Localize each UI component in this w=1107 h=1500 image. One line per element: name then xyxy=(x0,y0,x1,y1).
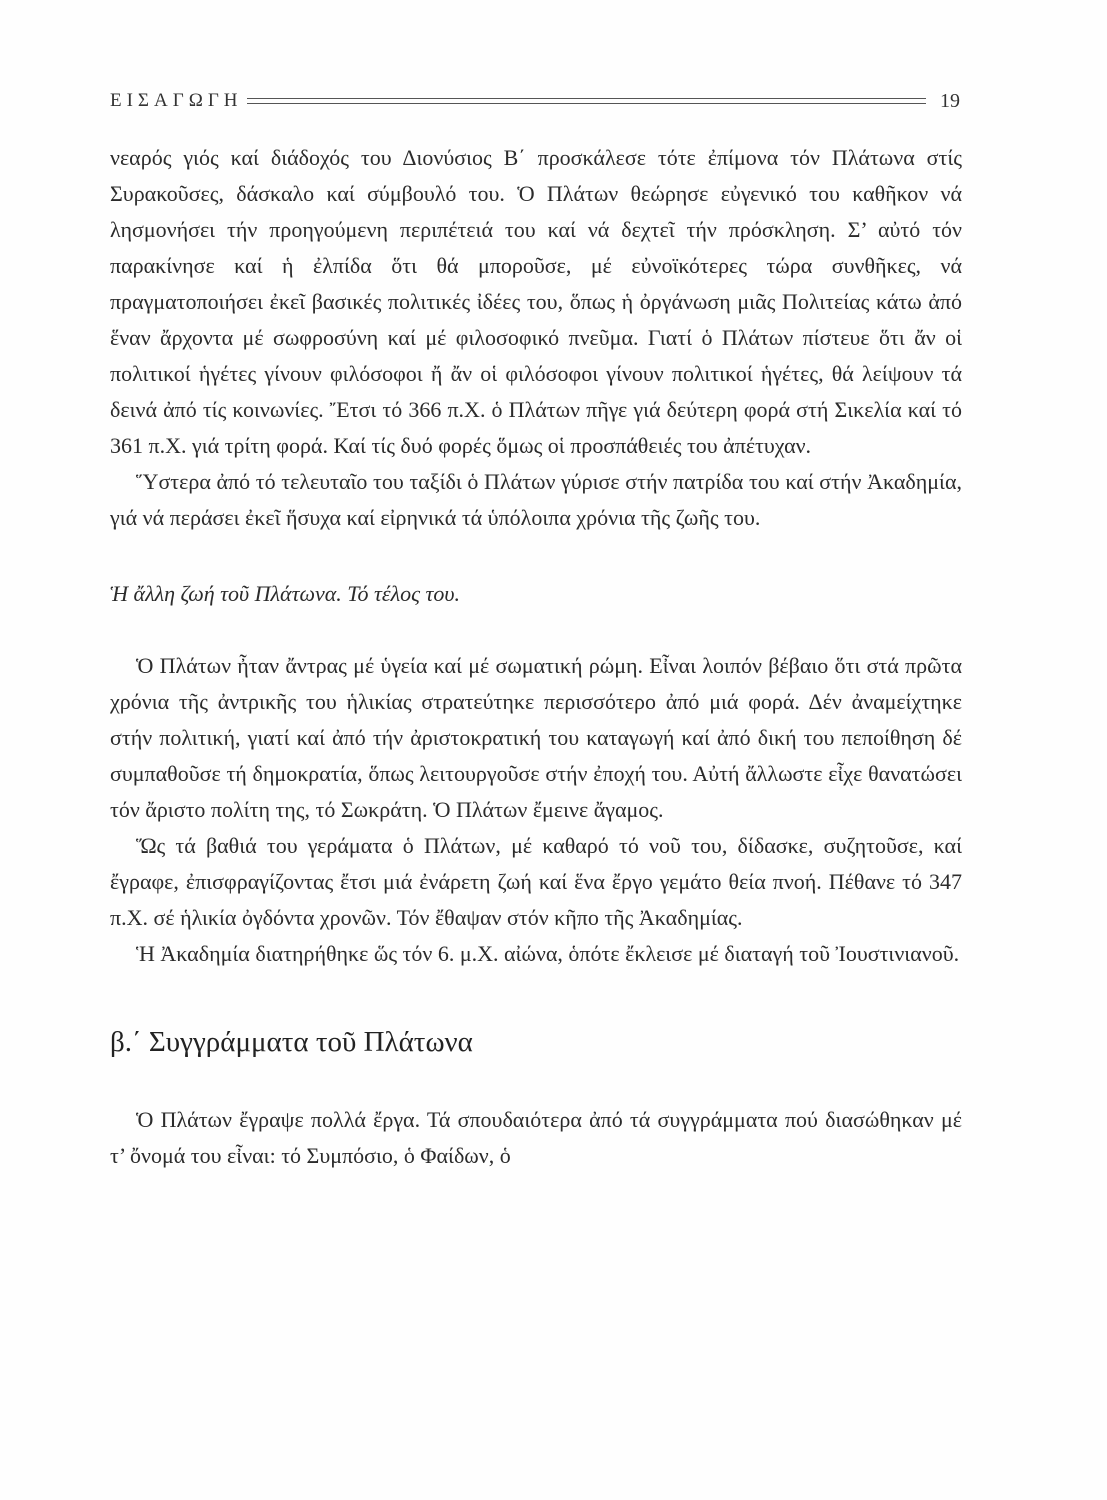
paragraph-2: Ὕστερα ἀπό τό τελευταῖο του ταξίδι ὁ Πλάτων γύρισε στήν πατρίδα του καί στήν Ἀκαδημία, γιά νά περάσει ἐκεῖ ἥσυχα καί εἰρηνικά τά ὑπόλοιπα χρόνια τῆς ζωῆς του. xyxy=(110,469,962,530)
paragraph-1: νεαρός γιός καί διάδοχός του Διονύσιος Β΄ προσκάλεσε τότε ἐπίμονα τόν Πλάτωνα στίς Συρακοῦσες, δάσκαλο καί σύμβουλό του. Ὁ Πλάτων θεώρησε εὐγενικό του καθῆκον νά λησμονήσει τήν προηγούμενη περιπέτειά του καί νά δεχτεῖ τήν πρόσκληση. Σ’ αὐτό τόν παρακίνησε καί ἡ ἐλπίδα ὅτι θά μποροῦσε, μέ εὐνοϊκότερες τώρα συνθῆκες, νά πραγματοποιήσει ἐκεῖ βασικές πολιτικές ἰδέες του, ὅπως ἡ ὀργάνωση μιᾶς Πολιτείας κάτω ἀπό ἕναν ἄρχοντα μέ σωφροσύνη καί μέ φιλοσοφικό πνεῦμα. Γιατί ὁ Πλάτων πίστευε ὅτι ἄν οἱ πολιτικοί ἡγέτες γίνουν φιλόσοφοι ἤ ἄν οἱ φιλόσοφοι γίνουν πολιτικοί ἡγέτες, θά λείψουν τά δεινά ἀπό τίς κοινωνίες. Ἔτσι τό 366 π.Χ. ὁ Πλάτων πῆγε γιά δεύτερη φορά στή Σικελία καί τό 361 π.Χ. γιά τρίτη φορά. Καί τίς δυό φορές ὅμως οἱ προσπάθειές του ἀπέτυχαν. xyxy=(110,145,962,458)
paragraph-4: Ὥς τά βαθιά του γεράματα ὁ Πλάτων, μέ καθαρό τό νοῦ του, δίδασκε, συζητοῦσε, καί ἔγραφε, ἐπισφραγίζοντας ἔτσι μιά ἐνάρετη ζωή καί ἕνα ἔργο γεμάτο θεία πνοή. Πέθανε τό 347 π.Χ. σέ ἡλικία ὀγδόντα χρονῶν. Τόν ἔθαψαν στόν κῆπο τῆς Ἀκαδημίας. xyxy=(110,833,962,930)
body-text xyxy=(110,140,962,1174)
page-number: 19 xyxy=(940,89,960,112)
subsection-heading: Ἡ ἄλλη ζωή τοῦ Πλάτωνα. Τό τέλος του. xyxy=(110,581,461,606)
running-head xyxy=(110,86,960,116)
paragraph-6: Ὁ Πλάτων ἔγραψε πολλά ἔργα. Τά σπουδαιότερα ἀπό τά συγγράμματα πού διασώθηκαν μέ τ’ ὄνομά του εἶναι: τό Συμπόσιο, ὁ Φαίδων, ὁ xyxy=(110,1107,962,1168)
paragraph-3: Ὁ Πλάτων ἦταν ἄντρας μέ ὑγεία καί μέ σωματική ρώμη. Εἶναι λοιπόν βέβαιο ὅτι στά πρῶτα χρόνια τῆς ἀντρικῆς του ἡλικίας στρατεύτηκε περισσότερο ἀπό μιά φορά. Δέν ἀναμείχτηκε στήν πολιτική, γιατί καί ἀπό τήν ἀριστοκρατική του καταγωγή καί ἀπό δική του πεποίθηση δέ συμπαθοῦσε τή δημοκρατία, ὅπως λειτουργοῦσε στήν ἐποχή του. Αὐτή ἄλλωστε εἶχε θανατώσει τόν ἄριστο πολίτη της, τό Σωκράτη. Ὁ Πλάτων ἔμεινε ἄγαμος. xyxy=(110,653,962,822)
paragraph-5: Ἡ Ἀκαδημία διατηρήθηκε ὥς τόν 6. μ.Χ. αἰώνα, ὁπότε ἔκλεισε μέ διαταγή τοῦ Ἰουστινιανοῦ. xyxy=(136,941,960,966)
header-double-rule xyxy=(247,98,926,104)
running-title: ΕΙΣΑΓΩΓΗ xyxy=(110,90,243,111)
section-heading: β.΄ Συγγράμματα τοῦ Πλάτωνα xyxy=(110,1026,473,1058)
